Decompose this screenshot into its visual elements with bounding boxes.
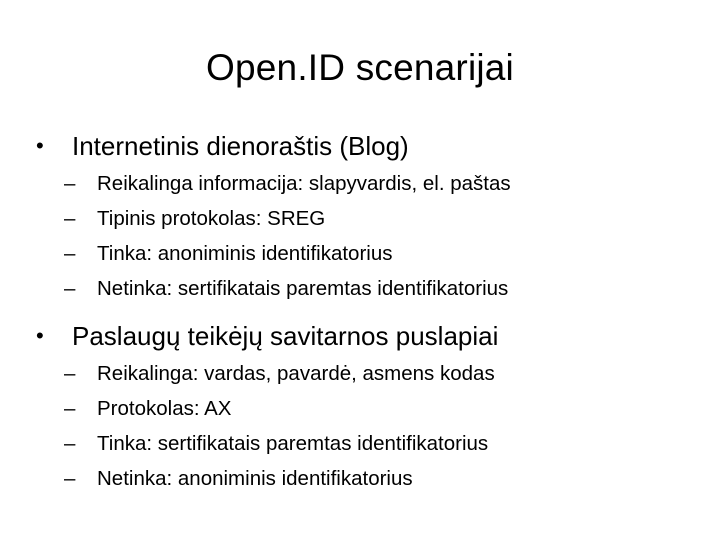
sub-item-text: Protokolas: AX <box>97 397 232 420</box>
sub-item-text: Reikalinga: vardas, pavardė, asmens kodas <box>97 362 495 385</box>
sub-item-text: Tipinis protokolas: SREG <box>97 207 326 230</box>
dash-icon: – <box>64 242 76 265</box>
sub-item-text: Netinka: anoniminis identifikatorius <box>97 467 413 490</box>
dash-icon: – <box>64 207 76 230</box>
sub-list-service-portals <box>36 356 696 496</box>
sub-item <box>64 426 696 461</box>
sub-item-text: Netinka: sertifikatais paremtas identifikatorius <box>97 277 509 300</box>
dash-icon: – <box>64 277 76 300</box>
sub-item <box>64 391 696 426</box>
dash-icon: – <box>64 467 76 490</box>
bullet-icon: • <box>36 323 44 348</box>
sub-item <box>64 461 696 496</box>
bullet-icon: • <box>36 133 44 158</box>
sub-item <box>64 356 696 391</box>
sub-item <box>64 166 696 201</box>
dash-icon: – <box>64 172 76 195</box>
bullet-service-portals <box>36 316 696 356</box>
sub-item <box>64 236 696 271</box>
bullet-heading: Internetinis dienoraštis (Blog) <box>72 131 409 161</box>
sub-item-text: Tinka: anoniminis identifikatorius <box>97 242 393 265</box>
bullet-blog <box>36 126 696 166</box>
sub-item <box>64 201 696 236</box>
sub-list-blog <box>36 166 696 306</box>
bullet-heading: Paslaugų teikėjų savitarnos puslapiai <box>72 321 499 351</box>
dash-icon: – <box>64 432 76 455</box>
sub-item-text: Tinka: sertifikatais paremtas identifikatorius <box>97 432 489 455</box>
bullet-list <box>36 126 696 506</box>
sub-item-text: Reikalinga informacija: slapyvardis, el. paštas <box>97 172 511 195</box>
sub-item <box>64 271 696 306</box>
dash-icon: – <box>64 362 76 385</box>
slide-title: Open.ID scenarijai <box>206 47 514 88</box>
dash-icon: – <box>64 397 76 420</box>
